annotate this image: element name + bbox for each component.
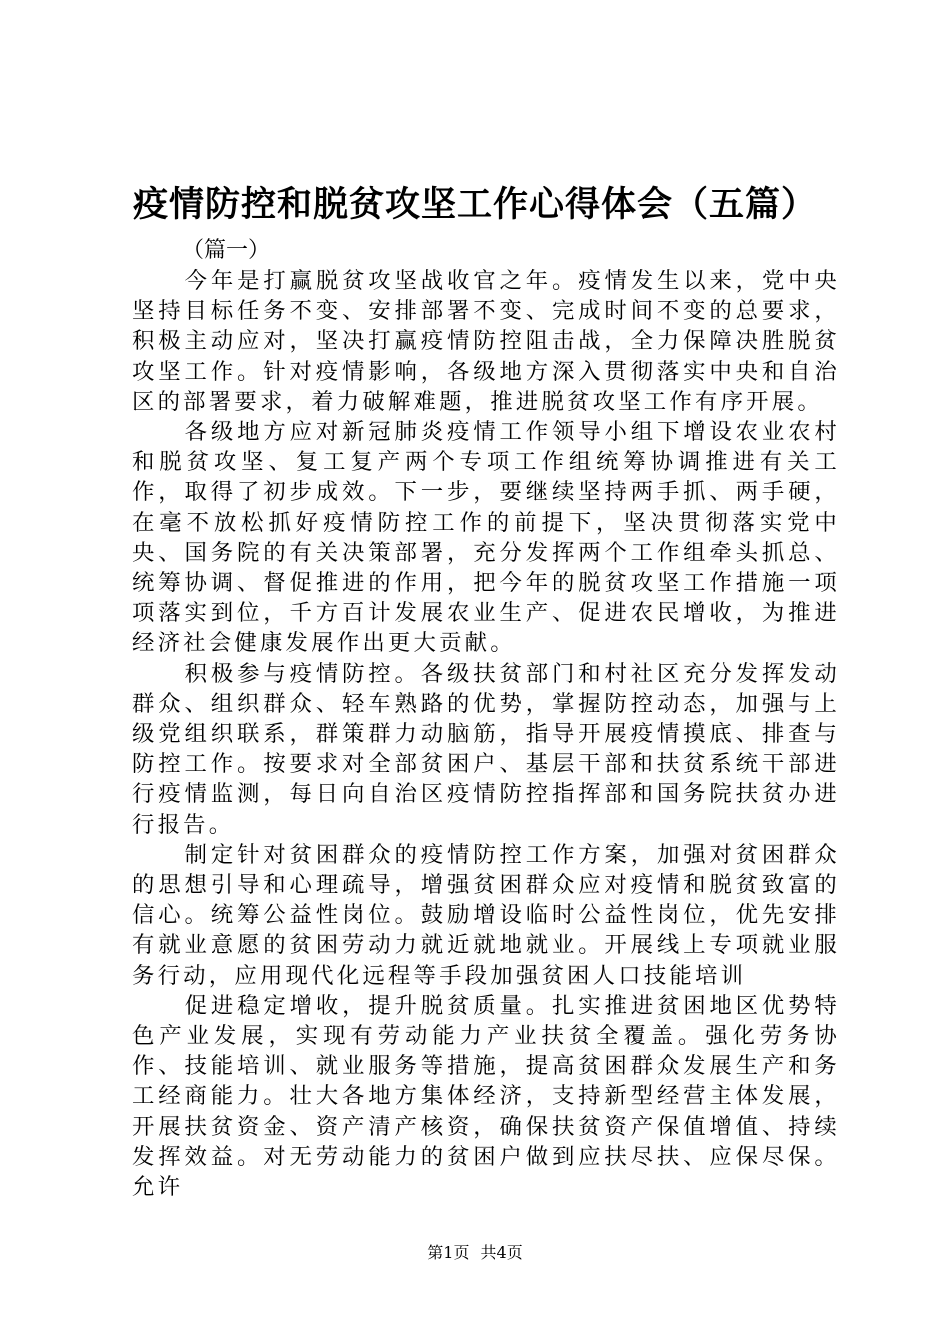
paragraph: 制定针对贫困群众的疫情防控工作方案，加强对贫困群众的思想引导和心理疏导，增强贫困群众应对疫情和脱贫致富的信心。统筹公益性岗位。鼓励增设临时公益性岗位，优先安排有就业意愿的贫困劳动力就近就地就业。开展线上专项就业服务行动，应用现代化远程等手段加强贫困人口技能培训 xyxy=(132,841,840,989)
paragraph: 各级地方应对新冠肺炎疫情工作领导小组下增设农业农村和脱贫攻坚、复工复产两个专项工作组统筹协调推进有关工作，取得了初步成效。下一步，要继续坚持两手抓、两手硬，在毫不放松抓好疫情防控工作的前提下，坚决贯彻落实党中央、国务院的有关决策部署，充分发挥两个工作组牵头抓总、统筹协调、督促推进的作用，把今年的脱贫攻坚工作措施一项项落实到位，千方百计发展农业生产、促进农民增收，为推进经济社会健康发展作出更大贡献。 xyxy=(132,419,840,657)
page-number: 第1页 xyxy=(427,1243,470,1262)
paragraph: 促进稳定增收，提升脱贫质量。扎实推进贫困地区优势特色产业发展，实现有劳动能力产业扶贫全覆盖。强化劳务协作、技能培训、就业服务等措施，提高贫困群众发展生产和务工经商能力。壮大各地方集体经济，支持新型经营主体发展，开展扶贫资金、资产清产核资，确保扶贫资产保值增值、持续发挥效益。对无劳动能力的贫困户做到应扶尽扶、应保尽保。允许 xyxy=(132,992,840,1201)
page-footer xyxy=(0,1243,950,1263)
document-title: 疫情防控和脱贫攻坚工作心得体会（五篇） xyxy=(132,184,817,225)
page-total: 共4页 xyxy=(480,1243,523,1262)
paragraph: 今年是打赢脱贫攻坚战收官之年。疫情发生以来，党中央坚持目标任务不变、安排部署不变、完成时间不变的总要求，积极主动应对，坚决打赢疫情防控阻击战，全力保障决胜脱贫攻坚工作。针对疫情影响，各级地方深入贯彻落实中央和自治区的部署要求，着力破解难题，推进脱贫攻坚工作有序开展。 xyxy=(132,268,840,415)
paragraph: 积极参与疫情防控。各级扶贫部门和村社区充分发挥发动群众、组织群众、轻车熟路的优势，掌握防控动态，加强与上级党组织联系，群策群力动脑筋，指导开展疫情摸底、排查与防控工作。按要求对全部贫困户、基层干部和扶贫系统干部进行疫情监测，每日向自治区疫情防控指挥部和国务院扶贫办进行报告。 xyxy=(132,660,840,838)
section-label: （篇一） xyxy=(182,238,271,263)
document-body xyxy=(132,266,840,1202)
